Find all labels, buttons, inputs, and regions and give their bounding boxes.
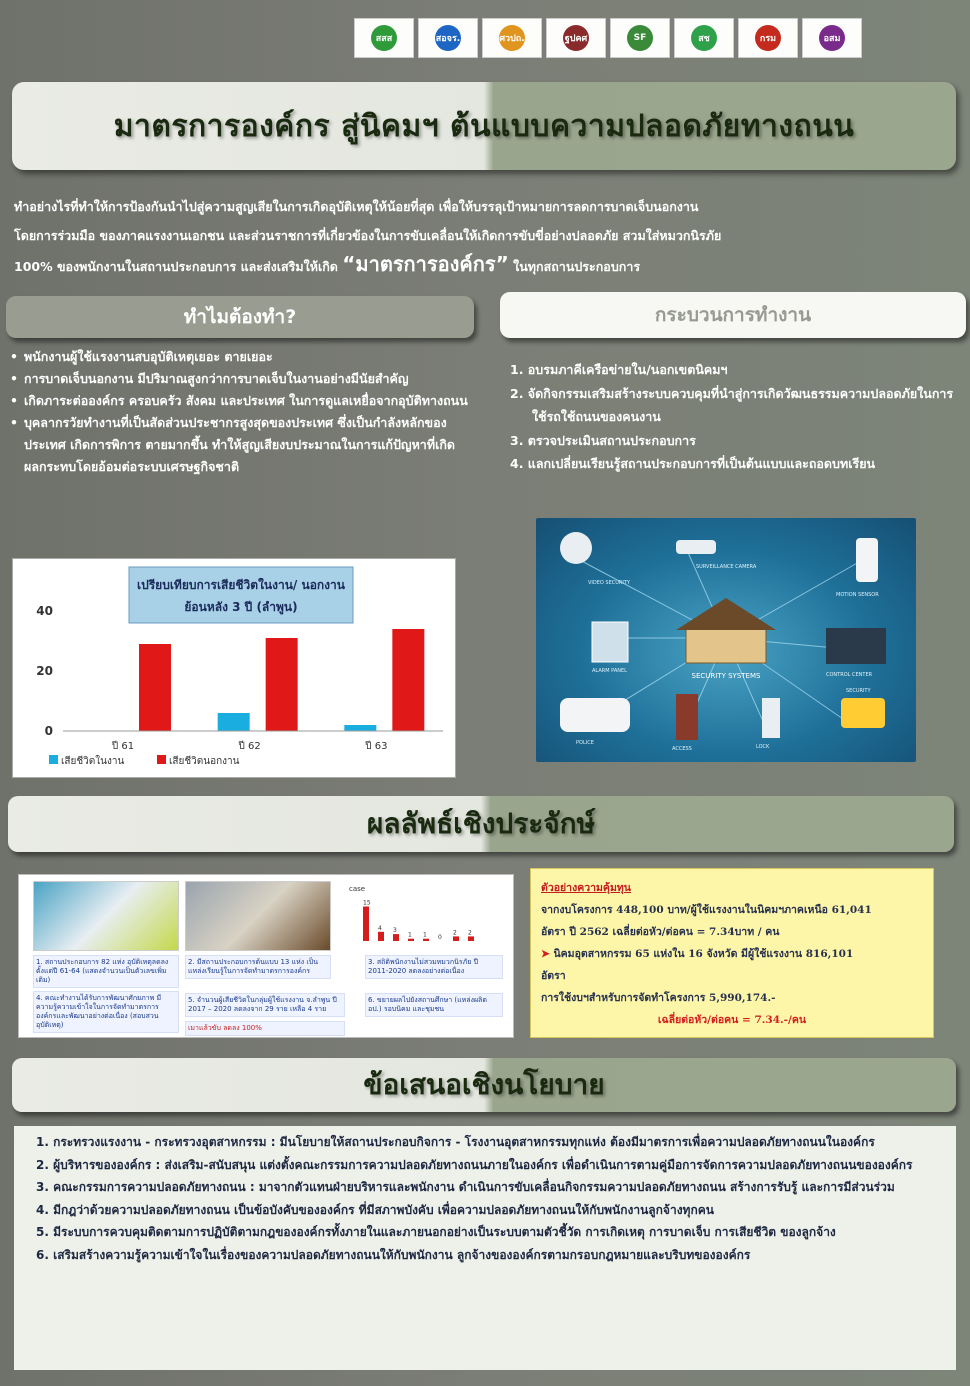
alarm-panel-icon: [592, 622, 628, 662]
bar-out-work: [139, 644, 171, 731]
logo: [738, 18, 798, 58]
case-value: 3: [393, 927, 397, 935]
intro-line: ทำอย่างไรที่ทำให้การป้องกันนำไปสู่ความสูญเสียในการเกิดอุบัติเหตุให้น้อยที่สุด เพื่อให้บรรลุเป้าหมายการลดการบาดเจ็บนอกงาน: [14, 199, 699, 214]
results-heading: ผลลัพธ์เชิงประจักษ์: [8, 796, 954, 852]
example-line-text: นิคมอุตสาหกรรม 65 แห่งใน 16 จังหวัด มีผู้ใช้แรงงาน 816,101: [553, 948, 854, 960]
bar-in-work: [218, 713, 250, 731]
logo-strip: [354, 18, 954, 60]
result-item: 1. สถานประกอบการ 82 แห่ง อุบัติเหตุลดลงตั้งแต่ปี 61-64 (แสดงจำนวนเป็นตัวเลขเพิ่มเติม): [33, 955, 179, 988]
policy-heading: ข้อเสนอเชิงนโยบาย: [12, 1058, 956, 1112]
bar-out-work: [392, 629, 424, 731]
case-bar: [363, 907, 369, 942]
results-photo: [185, 881, 331, 951]
example-line: [541, 943, 923, 965]
dome-camera-icon: [560, 532, 592, 564]
case-bar: [408, 939, 414, 941]
page-title: มาตรการองค์กร สู่นิคมฯ ต้นแบบความปลอดภัยทางถนน: [113, 108, 855, 144]
security-center-label: SECURITY SYSTEMS: [691, 672, 761, 680]
case-value: 0: [438, 934, 442, 941]
process-step: 2. จัดกิจกรรมเสริมสร้างระบบควบคุมที่นำสู่การเกิดวัฒนธรรมความปลอดภัยในการใช้รถใช้ถนนของคนงาน: [510, 385, 954, 424]
result-item: 3. สถิติพนักงานไม่สวมหมวกนิรภัย ปี 2011-2020 ลดลงอย่างต่อเนื่อง: [365, 955, 503, 979]
policy-item: 1. กระทรวงแรงงาน - กระทรวงอุตสาหกรรม : มีนโยบายให้สถานประกอบกิจการ - โรงงานอุตสาหกรรมทุกแห่ง ต้องมีมาตรการเพื่อความปลอดภัยทางถนนในองค์กร: [36, 1135, 875, 1149]
results-panel: [18, 874, 514, 1038]
example-line: เฉลี่ยต่อหัว/ต่อคน = 7.34.-/คน: [657, 1014, 807, 1026]
logo-mark: ศวปถ.: [499, 25, 525, 51]
logo: [610, 18, 670, 58]
logo-mark: กรม: [755, 25, 781, 51]
case-value: 4: [378, 924, 382, 932]
logo-mark: สช: [691, 25, 717, 51]
security-label: CONTROL CENTER: [826, 672, 873, 678]
result-item: 6. ขยายผลไปยังสถานศึกษา (แหล่งผลิต อป.) รอบนิคม และชุมชน: [365, 993, 503, 1017]
policy-item: 4. มีกฎว่าด้วยความปลอดภัยทางถนน เป็นข้อบังคับขององค์กร ที่มีสภาพบังคับ เพื่อความปลอดภัยทางถนนให้กับพนักงานลูกจ้างทุกคน: [36, 1202, 714, 1217]
x-tick-label: ปี 62: [238, 741, 261, 752]
logo-mark: ฐปคศ: [563, 25, 589, 51]
intro-line-part: ในทุกสถานประกอบการ: [513, 259, 641, 274]
why-bullet: • เกิดภาระต่อองค์กร ครอบครัว สังคม และประเทศ ในการดูแลเหยื่อจากอุบัติทางถนน: [8, 390, 474, 412]
legend-label: เสียชีวิตนอกงาน: [169, 756, 240, 767]
legend-swatch-out-work: [157, 755, 166, 764]
example-title: ตัวอย่างความคุ้มทุน: [541, 882, 631, 894]
intro-line-part: 100% ของพนักงานในสถานประกอบการ และส่งเสริมให้เกิด: [14, 259, 338, 274]
why-heading: ทำไมต้องทำ?: [6, 296, 474, 338]
logo: [802, 18, 862, 58]
house-roof: [676, 598, 776, 630]
intro-text: [14, 192, 964, 281]
process-step: 3. ตรวจประเมินสถานประกอบการ: [510, 432, 696, 448]
security-label: ALARM PANEL: [592, 668, 627, 674]
security-label: ACCESS: [672, 746, 692, 752]
results-photo: [33, 881, 179, 951]
logo: [482, 18, 542, 58]
result-item: เมาแล้วขับ ลดลง 100%: [185, 1021, 345, 1036]
why-bullet: • บุคลากรวัยทำงานที่เป็นสัดส่วนประชากรสูงสุดของประเทศ ซึ่งเป็นกำลังหลักของประเทศ เกิดการพิการ ตายมากขึ้น ทำให้สูญเสียงบประมาณในการแก้ปัญหาที่เกิดผลกระทบโดยอ้อมต่อระบบเศรษฐกิจชาติ: [8, 412, 474, 478]
case-bar: [468, 936, 474, 941]
x-tick-label: ปี 61: [111, 741, 135, 752]
policy-item: 5. มีระบบการควบคุมติดตามการปฏิบัติตามกฎขององค์กรทั้งภายในและภายนอกอย่างเป็นระบบตามตัวชี้วัด การเกิดเหตุ การบาดเจ็บ การเสียชีวิต ของลูกจ้าง: [36, 1225, 836, 1239]
security-label: SURVEILLANCE CAMERA: [696, 564, 757, 570]
security-systems-illustration: [536, 518, 916, 762]
example-line: จากงบโครงการ 448,100 บาท/ผู้ใช้แรงงานในนิคมฯภาคเหนือ 61,041: [541, 904, 872, 916]
case-bar: [393, 934, 399, 941]
result-item: 2. มีสถานประกอบการต้นแบบ 13 แห่ง เป็นแหล่งเรียนรู้ในการจัดทำมาตรการองค์กร: [185, 955, 331, 979]
example-line: การใช้งบฯสำหรับการจัดทำโครงการ 5,990,174.-: [541, 992, 776, 1004]
case-value: 15: [363, 899, 371, 907]
arrow-icon: ➤: [541, 948, 554, 960]
intro-highlight: “มาตรการองค์กร”: [342, 252, 509, 276]
security-label: POLICE: [576, 740, 594, 746]
x-tick-label: ปี 63: [365, 741, 388, 752]
bar-out-work: [266, 638, 298, 731]
logo: [546, 18, 606, 58]
security-label: SECURITY: [846, 688, 871, 694]
security-label: LOCK: [756, 744, 770, 750]
legend-label: เสียชีวิตในงาน: [61, 756, 125, 767]
result-item: 4. คณะทำงานได้รับการพัฒนาศักยภาพ มีความรู้ความเข้าใจในการจัดทำมาตรการองค์กรและพัฒนาอย่างต่อเนื่อง (สอบสวนอุบัติเหตุ): [33, 991, 179, 1033]
logo: [354, 18, 414, 58]
process-step: 1. อบรมภาคีเครือข่ายใน/นอกเขตนิคมฯ: [510, 362, 728, 377]
case-value: 1: [423, 931, 427, 939]
chart-svg: [13, 559, 457, 779]
legend-swatch-in-work: [49, 755, 58, 764]
security-label: MOTION SENSOR: [836, 592, 879, 598]
why-bullets: [8, 346, 474, 478]
process-heading: กระบวนการทำงาน: [500, 292, 966, 338]
policy-item: 6. เสริมสร้างความรู้ความเข้าใจในเรื่องของความปลอดภัยทางถนนให้กับพนักงาน ลูกจ้างขององค์กรตามกรอบกฎหมายและบริบทขององค์กร: [36, 1247, 751, 1262]
case-bar: [423, 939, 429, 941]
security-diagram: [536, 518, 916, 762]
padlock-phone-icon: [841, 698, 885, 728]
logo: [674, 18, 734, 58]
example-line: อัตรา: [541, 970, 566, 982]
case-mini-chart: [349, 883, 499, 953]
case-value: 2: [453, 929, 457, 937]
case-value: 1: [408, 931, 412, 939]
door-icon: [676, 694, 698, 740]
motion-sensor-icon: [856, 538, 878, 582]
why-bullet: • การบาดเจ็บนอกงาน มีปริมาณสูงกว่าการบาดเจ็บในงานอย่างมีนัยสำคัญ: [8, 368, 474, 390]
policy-item: 3. คณะกรรมการความปลอดภัยทางถนน : มาจากตัวแทนฝ่ายบริหารและพนักงาน ดำเนินการขับเคลื่อนกิจกรรมความปลอดภัยทางถนน สร้างการรับรู้ และการมีส่วนร่วม: [36, 1180, 895, 1194]
case-bar: [378, 932, 384, 941]
cost-benefit-example: [530, 868, 934, 1038]
security-label: VIDEO SECURITY: [588, 580, 630, 586]
police-car-icon: [560, 698, 630, 732]
policy-list: [14, 1126, 956, 1370]
y-tick-label: 40: [36, 604, 53, 618]
intro-line: [14, 250, 964, 281]
logo: [418, 18, 478, 58]
case-bar: [453, 936, 459, 941]
case-chart-label: case: [349, 885, 366, 893]
chart-title-box: [129, 567, 353, 623]
process-step: 4. แลกเปลี่ยนเรียนรู้สถานประกอบการที่เป็นต้นแบบและถอดบทเรียน: [510, 456, 876, 471]
y-tick-label: 20: [36, 664, 53, 678]
policy-item: 2. ผู้บริหารขององค์กร : ส่งเสริม-สนับสนุน แต่งตั้งคณะกรรมการความปลอดภัยทางถนนภายในองค์กร เพื่อดำเนินการตามคู่มือการจัดการความปลอดภัยทางถนนขององค์กร: [36, 1157, 913, 1172]
logo-mark: สสส: [371, 25, 397, 51]
process-steps: [510, 358, 960, 476]
logo-mark: สอจร.: [435, 25, 461, 51]
example-line: อัตรา ปี 2562 เฉลี่ยต่อหัว/ต่อคน = 7.34บาท / คน: [541, 926, 780, 938]
cctv-camera-icon: [676, 540, 716, 554]
case-value: 2: [468, 929, 472, 937]
intro-line: โดยการร่วมมือ ของภาคแรงงานเอกชน และส่วนราชการที่เกี่ยวข้องในการขับเคลื่อนให้เกิดการขับขี่อย่างปลอดภัย สวมใส่หมวกนิรภัย: [14, 228, 722, 243]
y-tick-label: 0: [44, 724, 53, 738]
why-bullet: • พนักงานผู้ใช้แรงงานสบอุบัติเหตุเยอะ ตายเยอะ: [8, 346, 474, 368]
lock-panel-icon: [762, 698, 780, 738]
result-item: 5. จำนวนผู้เสียชีวิตในกลุ่มผู้ใช้แรงงาน จ.ลำพูน ปี 2017 – 2020 ลดลงจาก 29 ราย เหลือ 4 ราย: [185, 993, 345, 1017]
chart-subtitle: ย้อนหลัง 3 ปี (ลำพูน): [184, 600, 298, 614]
bar-in-work: [344, 725, 376, 731]
title-banner: [12, 82, 956, 170]
chart-title: เปรียบเทียบการเสียชีวิตในงาน/ นอกงาน: [137, 578, 345, 592]
logo-mark: SF: [627, 25, 653, 51]
control-center-icon: [826, 628, 886, 664]
logo-mark: อสม: [819, 25, 845, 51]
fatality-chart: [12, 558, 456, 778]
